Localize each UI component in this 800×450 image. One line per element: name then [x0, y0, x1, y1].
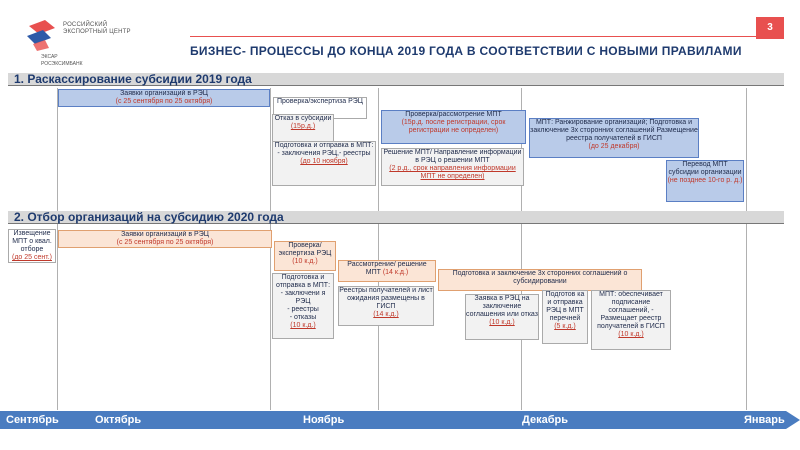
s2-send-mpt [272, 273, 334, 339]
grid-line [270, 88, 271, 410]
s1-applications [58, 89, 270, 107]
s1-transfer-title: Перевод МПТ субсидии организации [668, 161, 742, 176]
logo-sub1: ЭКСАР [41, 54, 58, 60]
s1-ranking [529, 118, 699, 158]
page-title: БИЗНЕС- ПРОЦЕССЫ ДО КОНЦА 2019 ГОДА В СООТВЕТСТВИИ С НОВЫМИ ПРАВИЛАМИ [190, 44, 742, 58]
s2-agreements-title: Подготовка и заключение 3х сторонних соглашений о субсидировании [452, 270, 628, 285]
s2-expertise-title: Проверка/ экспертиза РЭЦ [278, 242, 332, 257]
month-december: Декабрь [522, 414, 568, 426]
month-september: Сентябрь [6, 414, 59, 426]
s2-review [338, 260, 436, 282]
s2-registries-term: (14 к.д.) [373, 311, 399, 318]
s2-request-term: (10 к.д.) [489, 319, 515, 326]
s2-registries-title: Реестры получателей и лист ожидания размещены в ГИСП [339, 287, 433, 310]
s2-prep-lists [542, 290, 588, 344]
s2-registries [338, 286, 434, 326]
s1-mpt-review [381, 110, 526, 144]
section2-title: 2. Отбор организаций на субсидию 2020 года [8, 211, 784, 224]
rec-logo-icon [25, 18, 59, 52]
s2-notice-title: Извещение МПТ о квал. отборе [12, 230, 52, 253]
grid-line [378, 88, 379, 410]
s2-expertise [274, 241, 336, 271]
s2-expertise-term: (10 к.д.) [292, 258, 318, 265]
s1-mpt-review-title: Проверка/рассмотрение МПТ [405, 111, 502, 118]
s2-send-mpt-item2: - реестры [287, 306, 319, 313]
s1-refusal-term: (15р.д.) [290, 123, 316, 130]
s2-agreements [438, 269, 642, 291]
s2-request [465, 294, 539, 340]
s1-applications-dates: (с 25 сентября по 25 октября) [115, 98, 213, 105]
s2-send-mpt-item3: - отказы [289, 314, 317, 321]
s2-send-mpt-term: (10 к.д.) [290, 322, 316, 329]
s1-send-mpt-term: (до 10 ноября) [300, 158, 348, 165]
s2-prep-lists-title: Подготов ка и отправка РЭЦ в МПТ перечней [545, 291, 585, 322]
s1-mpt-decision-title: Решение МПТ/ Направление информации в РЭЦ о решении МПТ [383, 149, 522, 164]
s1-ranking-term: (до 25 декабря) [588, 143, 640, 150]
grid-line [57, 88, 58, 410]
s2-mpt-sign-title: МПТ: обеспечивает подписание соглашений, - Размещает реестр получателей в ГИСП [597, 291, 665, 330]
s1-applications-title: Заявки организаций в РЭЦ [120, 90, 208, 97]
s1-transfer-term: (не позднее 10-го р. д.) [667, 177, 743, 184]
s1-mpt-review-term: (15р.д. после регистрации, срок регистрации не определен) [401, 119, 506, 134]
s1-mpt-decision-term: (2 р.д., срок направления информации МПТ не определен) [389, 165, 516, 180]
s2-applications-dates: (с 25 сентября по 25 октября) [116, 239, 214, 246]
grid-line [746, 88, 747, 410]
section1-title: 1. Раскассирование субсидии 2019 года [8, 73, 784, 86]
month-october: Октябрь [95, 414, 142, 426]
s2-mpt-sign [591, 290, 671, 350]
logo-line2: ЭКСПОРТНЫЙ ЦЕНТР [63, 29, 131, 35]
s1-transfer [666, 160, 744, 202]
s2-notice [8, 229, 56, 263]
s2-applications-title: Заявки организаций в РЭЦ [121, 231, 209, 238]
s2-prep-lists-term: (5 к.д.) [554, 323, 576, 330]
month-january: Январь [744, 414, 785, 426]
month-november: Ноябрь [303, 414, 345, 426]
s1-send-mpt-item: - заключения РЭЦ,- реестры [277, 150, 371, 157]
s2-send-mpt-item1: - заключени я РЭЦ [280, 290, 326, 305]
logo-line1: РОССИЙСКИЙ [63, 22, 108, 28]
s2-notice-term: (до 25 сент.) [12, 254, 52, 261]
s1-send-mpt [272, 141, 376, 186]
s2-review-title: Рассмотрение/ решение МПТ (14 к.д.) [347, 261, 427, 276]
page-number-badge: 3 [756, 17, 784, 39]
logo-sub2: РОСЭКСИМБАНК [41, 61, 83, 67]
s1-refusal-title: Отказ в субсидии [274, 115, 332, 122]
s2-mpt-sign-term: (10 к.д.) [618, 331, 644, 338]
s1-expertise-title: Проверка/экспертиза РЭЦ [277, 98, 363, 105]
s1-send-mpt-title: Подготовка и отправка в МПТ: [274, 142, 374, 149]
logo [25, 18, 155, 70]
s2-send-mpt-title: Подготовка и отправка в МПТ: [275, 274, 331, 289]
s1-ranking-title: МПТ: Ранжирование организаций; Подготовка и заключение 3х сторонних соглашений Размещение реестра получателей в ГИСП [530, 119, 698, 142]
s1-mpt-decision [381, 148, 524, 186]
s1-refusal [272, 114, 334, 142]
s2-request-title: Заявка в РЭЦ на заключение соглашения или отказ [466, 295, 538, 318]
s2-applications [58, 230, 272, 248]
title-divider [190, 36, 784, 37]
